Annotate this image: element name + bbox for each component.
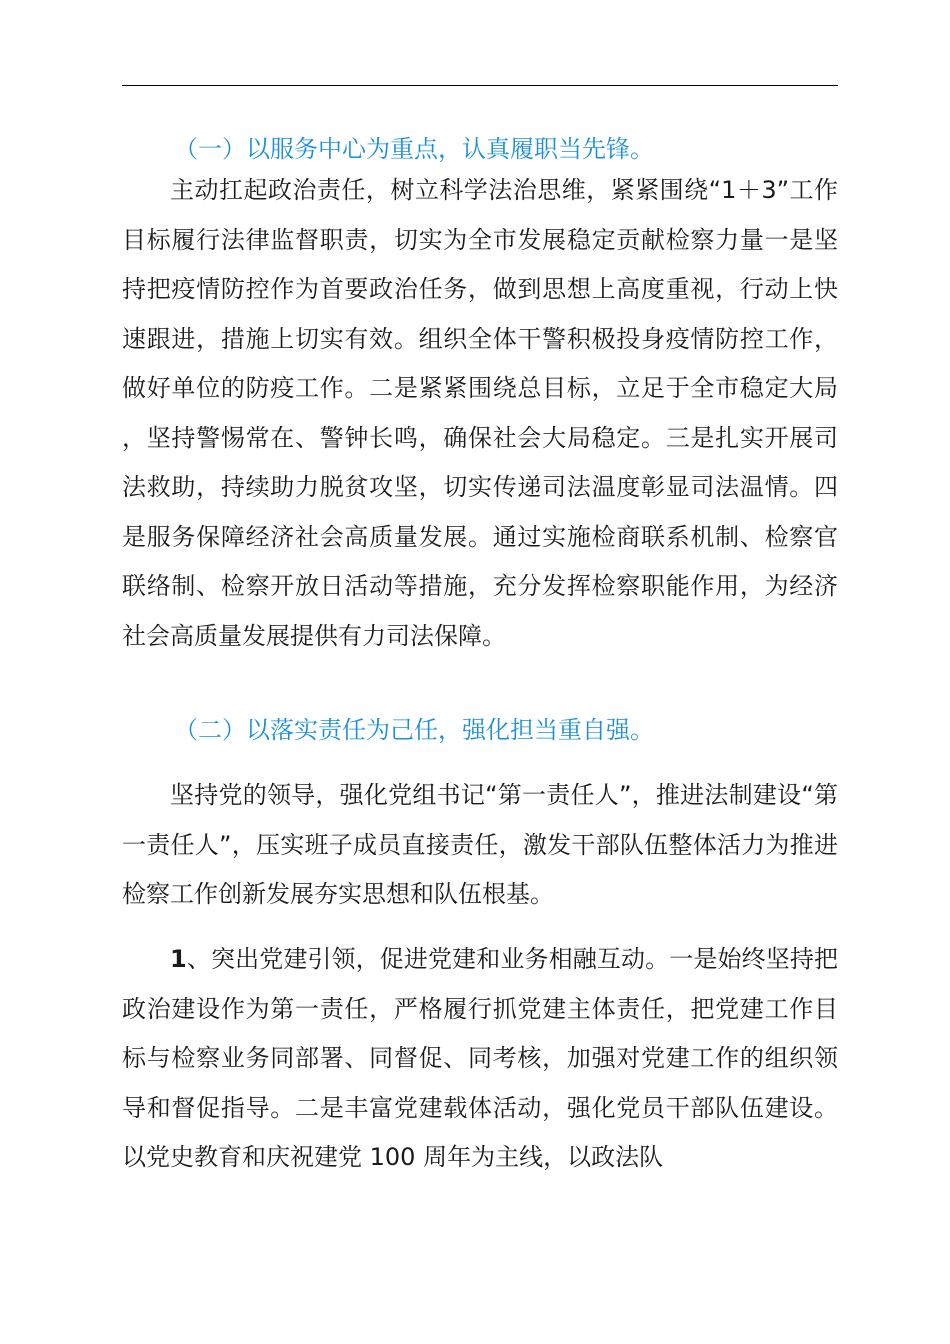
item-1-body: 、突出党建引领，促进党建和业务相融互动。一是始终坚持把政治建设作为第一责任，严格履行抓党建主体责任，把党建工作目标与检察业务同部署、同督促、同考核，加强对党建工作的组织领导和督促指导。二是丰富党建载体活动，强化党员干部队伍建设。以党史教育和庆祝建党 100 周年为主线，以政法队 <box>122 945 838 1171</box>
item-1-paragraph <box>122 935 838 1183</box>
section-2-body: 坚持党的领导，强化党组书记“第一责任人”，推进法制建设“第一责任人”，压实班子成员直接责任，激发干部队伍整体活力为推进检察工作创新发展夯实思想和队伍根基。 <box>122 781 838 908</box>
section-2-heading: （二）以落实责任为己任，强化担当重自强。 <box>174 716 654 744</box>
header-rule <box>122 85 838 86</box>
item-1-number: 1 <box>170 945 187 973</box>
section-1-body: 主动扛起政治责任，树立科学法治思维，紧紧围绕“1＋3”工作目标履行法律监督职责，切实为全市发展稳定贡献检察力量一是坚持把疫情防控作为首要政治任务，做到思想上高度重视，行动上快速跟进，措施上切实有效。组织全体干警积极投身疫情防控工作，做好单位的防疫工作。二是紧紧围绕总目标，立足于全市稳定大局，坚持警惕常在、警钟长鸣，确保社会大局稳定。三是扎实开展司法救助，持续助力脱贫攻坚，切实传递司法温度彰显司法温情。四是服务保障经济社会高质量发展。通过实施检商联系机制、检察官联络制、检察开放日活动等措施，充分发挥检察职能作用，为经济社会高质量发展提供有力司法保障。 <box>122 176 838 650</box>
section-1-heading: （一）以服务中心为重点，认真履职当先锋。 <box>174 135 654 163</box>
